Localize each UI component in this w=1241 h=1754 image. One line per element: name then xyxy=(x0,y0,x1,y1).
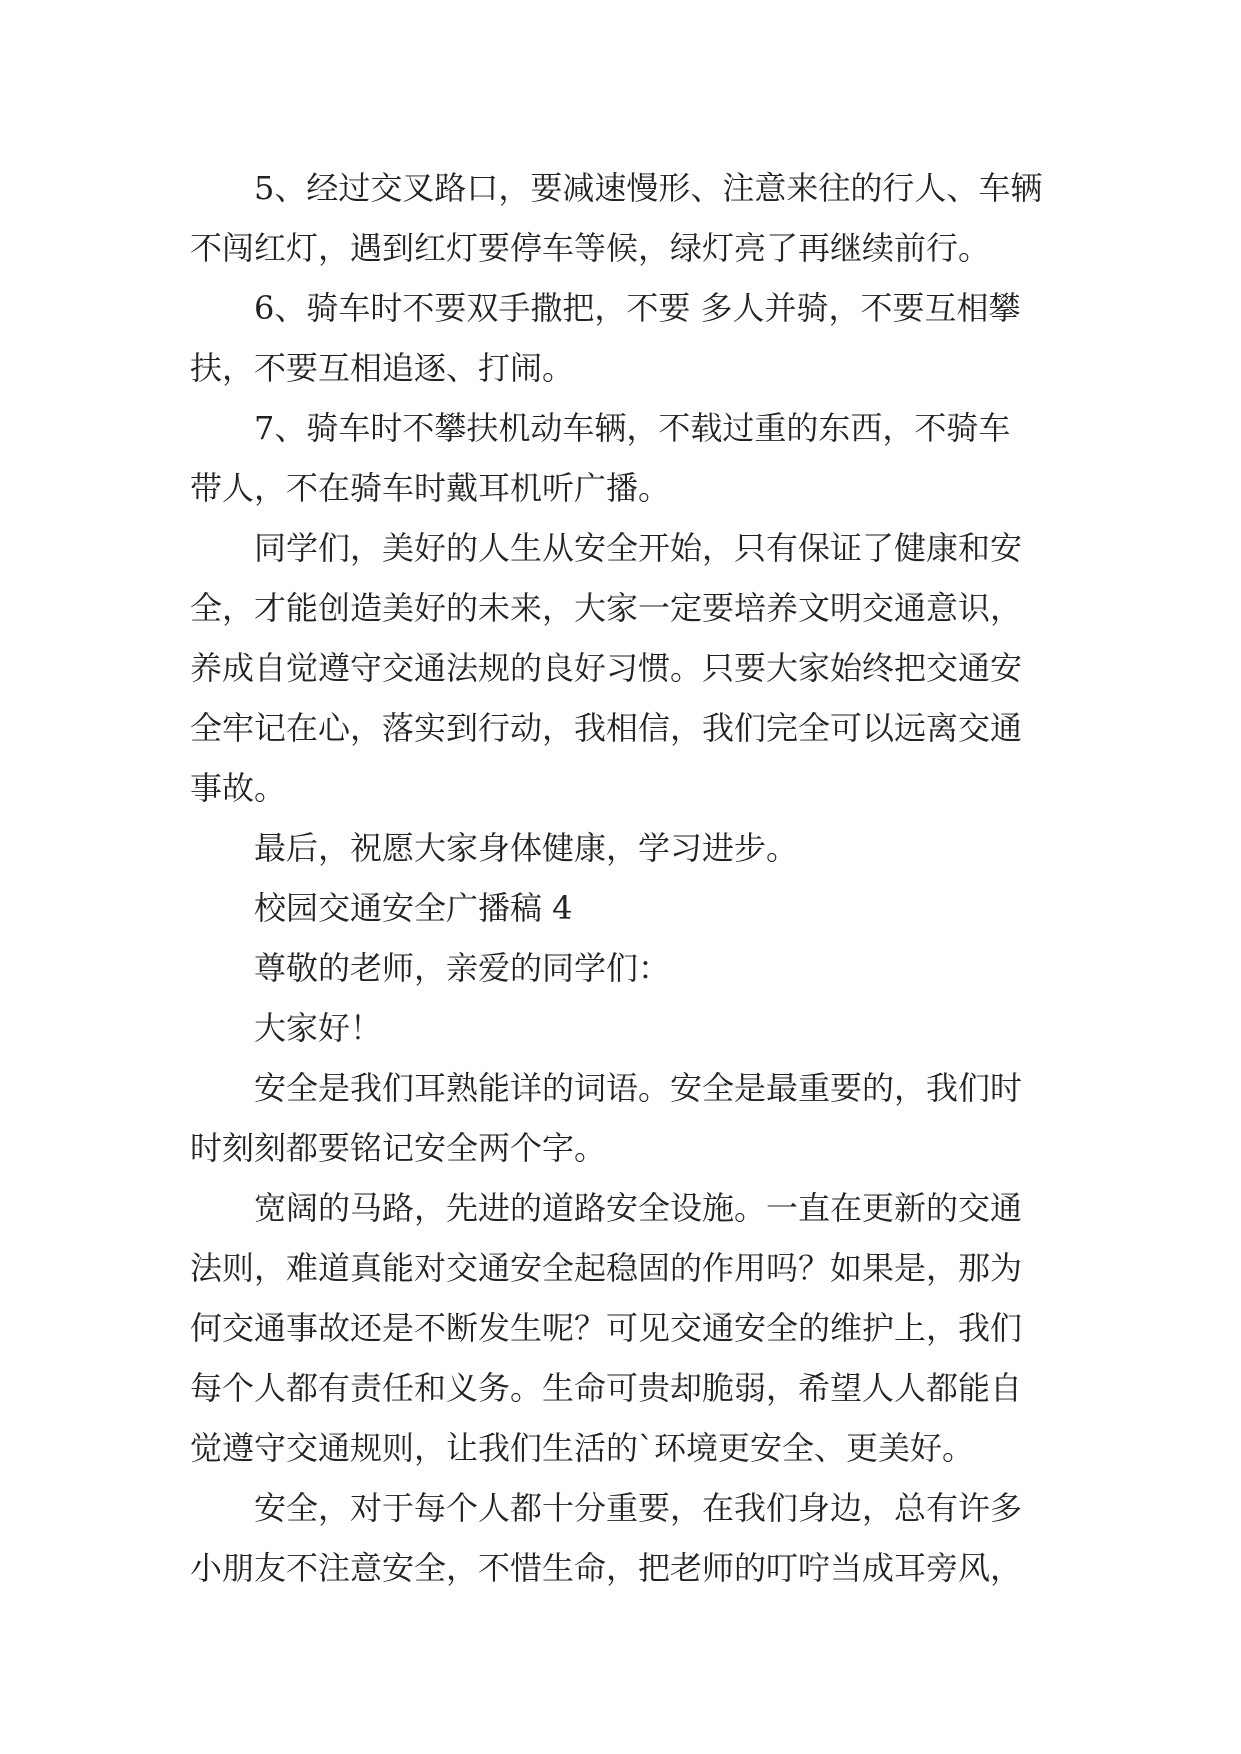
text-line: 7、骑车时不攀扶机动车辆，不载过重的东西，不骑车 xyxy=(254,409,1011,447)
text-line: 不闯红灯，遇到红灯要停车等候，绿灯亮了再继续前行。 xyxy=(190,229,991,267)
text-line: 最后，祝愿大家身体健康，学习进步。 xyxy=(254,829,799,867)
text-line: 扶，不要互相追逐、打闹。 xyxy=(190,349,575,387)
text-line: 安全是我们耳熟能详的词语。安全是最重要的，我们时 xyxy=(254,1069,1023,1107)
text-line: 每个人都有责任和义务。生命可贵却脆弱，希望人人都能自 xyxy=(190,1369,1023,1407)
text-line: 带人，不在骑车时戴耳机听广播。 xyxy=(190,469,671,507)
text-line: 安全，对于每个人都十分重要，在我们身边，总有许多 xyxy=(254,1489,1023,1527)
text-line: 同学们，美好的人生从安全开始，只有保证了健康和安 xyxy=(254,529,1023,567)
text-line: 全，才能创造美好的未来，大家一定要培养文明交通意识， xyxy=(190,589,1023,627)
text-line: 6、骑车时不要双手撒把，不要 多人并骑，不要互相攀 xyxy=(254,289,1021,327)
text-line: 5、经过交叉路口，要减速慢形、注意来往的行人、车辆 xyxy=(254,169,1043,207)
text-line: 法则，难道真能对交通安全起稳固的作用吗？如果是，那为 xyxy=(190,1249,1023,1287)
salutation: 尊敬的老师，亲爱的同学们： xyxy=(254,949,671,987)
text-line: 小朋友不注意安全，不惜生命，把老师的叮咛当成耳旁风， xyxy=(190,1549,1023,1587)
greeting: 大家好！ xyxy=(254,1009,383,1047)
document-body xyxy=(190,158,1060,1598)
text-line: 养成自觉遵守交通法规的良好习惯。只要大家始终把交通安 xyxy=(190,649,1023,687)
text-line: 觉遵守交通规则，让我们生活的`环境更安全、更美好。 xyxy=(190,1429,975,1467)
text-line: 时刻刻都要铭记安全两个字。 xyxy=(190,1129,607,1167)
text-line: 全牢记在心，落实到行动，我相信，我们完全可以远离交通 xyxy=(190,709,1023,747)
text-line: 宽阔的马路，先进的道路安全设施。一直在更新的交通 xyxy=(254,1189,1023,1227)
section-title: 校园交通安全广播稿 4 xyxy=(254,889,573,927)
text-line: 事故。 xyxy=(190,769,287,807)
text-line: 何交通事故还是不断发生呢？可见交通安全的维护上，我们 xyxy=(190,1309,1023,1347)
